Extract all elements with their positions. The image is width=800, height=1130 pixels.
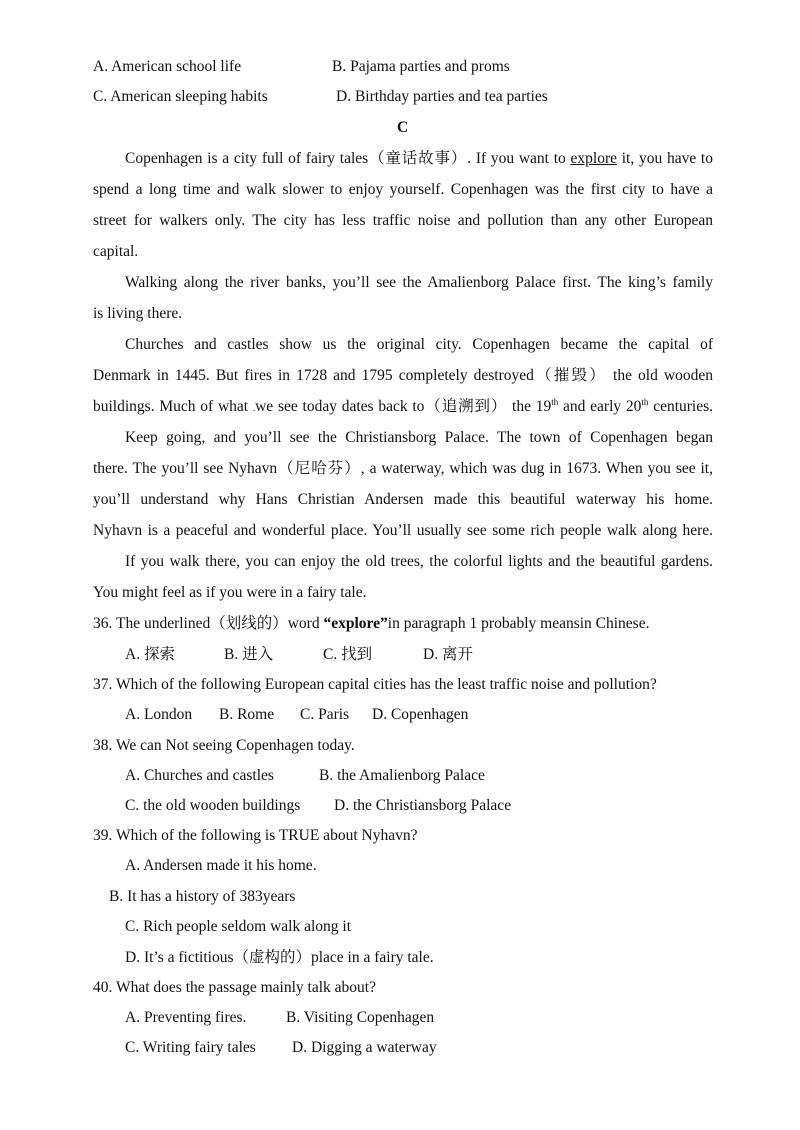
q36-option-d[interactable]: D. 离开 <box>423 646 473 663</box>
passage-line: there. The you’ll see Nyhavn（尼哈芬）, a waterway, which was dug in 1673. When you see it, <box>93 460 713 477</box>
ordinal-suffix: th <box>551 396 559 407</box>
prev-option-a: A. American school life <box>93 58 242 75</box>
q37-option-d[interactable]: D. Copenhagen <box>372 706 469 723</box>
q37-option-c[interactable]: C. Paris <box>300 706 350 723</box>
passage-text: centuries. <box>648 398 714 415</box>
passage-text: it, you have to <box>617 150 713 167</box>
prev-option-b: B. Pajama parties and proms <box>332 58 510 75</box>
question-37: 37. Which of the following European capital cities has the least traffic noise and pollution? <box>93 676 657 693</box>
passage-line: Denmark in 1445. But fires in 1728 and 1795 completely destroyed（摧毁） the old wooden <box>93 367 713 384</box>
passage-text: buildings. Much of what <box>93 398 253 415</box>
q37-option-a[interactable]: A. London <box>125 706 193 723</box>
q36-option-b[interactable]: B. 进入 <box>224 646 274 663</box>
question-keyword: “explore” <box>323 615 388 632</box>
q39-option-a[interactable]: A. Andersen made it his home. <box>125 857 317 874</box>
passage-line: Nyhavn is a peaceful and wonderful place. You’ll usually see some rich people walk along here. <box>93 522 713 539</box>
q40-option-b[interactable]: B. Visiting Copenhagen <box>286 1009 435 1026</box>
question-39: 39. Which of the following is TRUE about Nyhavn? <box>93 827 418 844</box>
question-38: 38. We can Not seeing Copenhagen today. <box>93 737 355 754</box>
passage-line <box>125 149 713 169</box>
q40-option-d[interactable]: D. Digging a waterway <box>292 1039 437 1056</box>
prev-option-d: D. Birthday parties and tea parties <box>336 88 548 105</box>
passage-text: we see today dates back to（追溯到） the 19 <box>255 398 552 415</box>
passage-text: . <box>252 403 256 413</box>
passage-text: and early 20 <box>558 398 642 415</box>
q39-option-d[interactable]: D. It’s a fictitious（虚构的）place in a fairy tale. <box>125 949 434 966</box>
q39-option-b[interactable]: B. It has a history of 383years <box>109 888 296 905</box>
question-text: 36. The underlined（划线的）word <box>93 615 324 632</box>
passage-line: spend a long time and walk slower to enjoy yourself. Copenhagen was the first city to have a <box>93 181 713 198</box>
q38-option-b[interactable]: B. the Amalienborg Palace <box>319 767 485 784</box>
question-40: 40. What does the passage mainly talk about? <box>93 979 376 996</box>
q38-option-a[interactable]: A. Churches and castles <box>125 767 274 784</box>
q38-option-c[interactable]: C. the old wooden buildings <box>125 797 301 814</box>
question-36 <box>93 614 649 634</box>
underlined-word: explore <box>570 150 617 167</box>
passage-line: is living there. <box>93 305 183 322</box>
q37-option-b[interactable]: B. Rome <box>219 706 275 723</box>
passage-line: You might feel as if you were in a fairy tale. <box>93 584 367 601</box>
q40-option-a[interactable]: A. Preventing fires. <box>125 1009 247 1026</box>
passage-line: Keep going, and you’ll see the Christiansborg Palace. The town of Copenhagen began <box>125 429 713 446</box>
passage-line: you’ll understand why Hans Christian Andersen made this beautiful waterway his home. <box>93 491 713 508</box>
question-text: in paragraph 1 probably meansin Chinese. <box>387 615 650 632</box>
passage-line: street for walkers only. The city has less traffic noise and pollution than any other European <box>93 212 713 229</box>
q36-option-a[interactable]: A. 探索 <box>125 646 175 663</box>
q38-option-d[interactable]: D. the Christiansborg Palace <box>334 797 512 814</box>
section-label: C <box>397 119 409 136</box>
q39-option-c[interactable]: C. Rich people seldom walk along it <box>125 918 352 935</box>
passage-text: Copenhagen is a city full of fairy tales（童话故事）. If you want to <box>125 150 571 167</box>
q36-option-c[interactable]: C. 找到 <box>323 646 373 663</box>
ordinal-suffix: th <box>641 396 649 407</box>
passage-line: Churches and castles show us the original city. Copenhagen became the capital of <box>125 336 713 353</box>
q40-option-c[interactable]: C. Writing fairy tales <box>125 1039 256 1056</box>
passage-line <box>93 397 713 418</box>
prev-option-c: C. American sleeping habits <box>93 88 268 105</box>
passage-line: If you walk there, you can enjoy the old trees, the colorful lights and the beautiful gardens. <box>125 553 713 570</box>
passage-line: Walking along the river banks, you’ll see the Amalienborg Palace first. The king’s family <box>125 274 713 291</box>
passage-line: capital. <box>93 243 139 260</box>
